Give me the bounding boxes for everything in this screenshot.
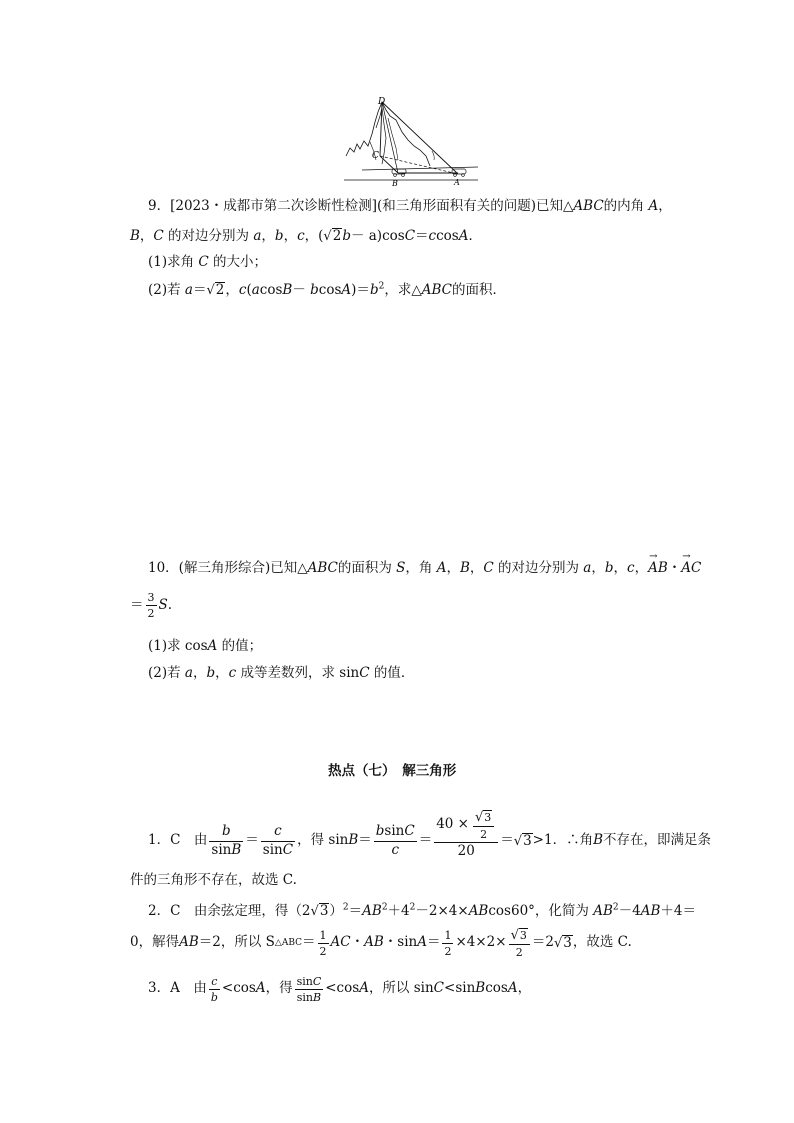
q10-line1: 10．(解三角形综合)已知△ABC的面积为 S，角 A，B，C 的对边分别为 a，b，c，→ AB・→ AC <box>148 562 701 576</box>
vector-AB: → AB <box>648 562 668 576</box>
label-D: D <box>378 97 386 107</box>
q10-sub1: (1)求 cosA 的值； <box>148 638 263 654</box>
q9-sub2: (2)若 a＝√2，$c(acosB- bcosA)=b^2$，求△ABC的面积． <box>148 281 506 298</box>
answer-2-line1: 2．C 由余弦定理，得$(2√3)^2=AB^2+4^2-2\times 4\times ABcos60^\circ$，化简为 $AB^2-4AB+4=$ <box>148 902 696 919</box>
answer-2-line2: 0，解得 AB ＝2，所以 S △ABC ＝ $\frac{1}{2}$ AC ・ AB ・sin A ＝ $\frac{1}{2}$ ×4×2× $\frac{√3}{2}$ ＝2 √ 3 ，故选 C. <box>130 928 632 959</box>
vector-AC: → AC <box>681 562 701 576</box>
answer-1-line1: 1．C 由 $\frac{b}{\sin B}$ ＝ $\frac{c}{\sin C}$ ，得 sin B ＝ $\frac{bsinC}{c}$ ＝ 40 × $\frac{√3}{2}$ 20 ＝ √ 3 >1．∴角 B 不存在，即满足条 <box>148 809 711 859</box>
q10-line2: ＝ $\frac{3}{2}$ S. <box>130 591 173 620</box>
q9-line1: 9．[2023・成都市第二次诊断性检测](和三角形面积有关的问题)已知△ABC的内角 A， <box>148 198 672 214</box>
answer-1-line2: 件的三角形不存在，故选 C. <box>130 872 297 888</box>
answer-3-line1: 3．A 由 $\frac{c}{b}$ <cos A ，得 $\frac{\sin C}{\sin B}$ <cos A ，所以 sin C <sin B cos A ， <box>148 974 532 1004</box>
q9-sub1: (1)求角 C 的大小； <box>148 254 268 270</box>
label-A: A <box>454 178 460 187</box>
q10-sub2: (2)若 a，b，c 成等差数列，求 sinC 的值． <box>148 665 415 681</box>
mountain-triangle-figure <box>340 94 482 188</box>
label-B: B <box>392 179 398 188</box>
answers-title: 热点（七） 解三角形 <box>328 763 457 779</box>
label-C: C <box>372 151 379 161</box>
q9-line2: B，C 的对边分别为 a，b，c，(√2b－ a)cosC＝ccosA． <box>130 228 482 244</box>
